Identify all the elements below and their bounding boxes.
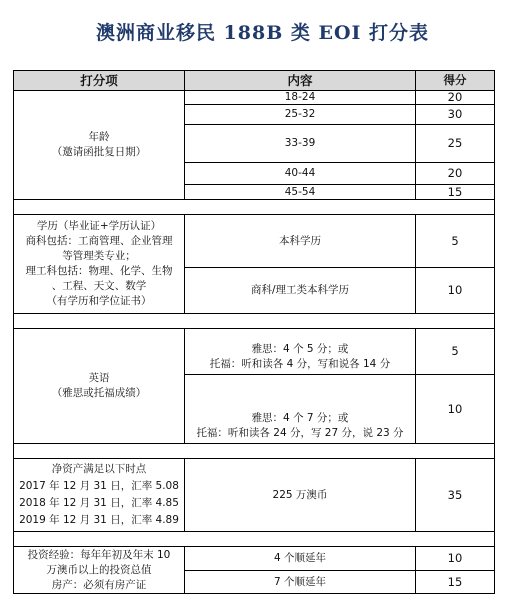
english-label-title: 英语: [88, 372, 110, 384]
age-row-score: 20: [415, 90, 495, 105]
investment-row-score: 15: [415, 570, 495, 594]
age-row-content: 45-54: [184, 184, 416, 200]
header-content: 内容: [184, 70, 416, 91]
age-row-score: 30: [415, 104, 495, 125]
assets-label: [13, 458, 185, 532]
english-row-content: [184, 374, 416, 444]
assets-content: 225 万澳币: [184, 458, 416, 532]
age-row-content: 25-32: [184, 104, 416, 125]
age-row-content: 33-39: [184, 124, 416, 163]
education-label-line: （有学历和学位证书）: [46, 295, 152, 307]
investment-label: [13, 546, 185, 594]
age-label: [13, 90, 185, 200]
education-label-line: 商科包括：工商管理、企业管理: [25, 235, 173, 247]
assets-score: 35: [415, 458, 495, 532]
investment-label-line: 房产：必须有房产证: [51, 578, 147, 591]
investment-row-content: 4 个顺延年: [184, 546, 416, 571]
header-score: 得分: [415, 70, 495, 91]
assets-label-line: 2018 年 12 月 31 日，汇率 4.85: [19, 497, 179, 509]
english-toefl-req: 托福：听和读各 4 分，写和说各 14 分: [209, 358, 391, 370]
english-row-score: 5: [415, 328, 495, 375]
header-item: 打分项: [13, 70, 185, 91]
education-label: [13, 214, 185, 314]
education-row-content: 本科学历: [184, 214, 416, 268]
assets-label-line: 净资产满足以下时点: [51, 463, 147, 475]
spacer-row: [13, 313, 495, 329]
education-label-line: 理工科包括：物理、化学、生物: [25, 265, 173, 277]
investment-row-score: 10: [415, 546, 495, 571]
age-label-note: （邀请函批复日期）: [51, 146, 147, 158]
page-title: 澳洲商业移民 188B 类 EOI 打分表: [95, 22, 430, 44]
age-row-score: 15: [415, 184, 495, 200]
age-row-content: 40-44: [184, 162, 416, 185]
education-row-score: 5: [415, 214, 495, 268]
assets-label-line: 2019 年 12 月 31 日，汇率 4.89: [19, 514, 179, 526]
english-ielts-req: 雅思：4 个 5 分；或: [251, 343, 349, 355]
education-label-line: 、工程、天文、数学: [51, 280, 147, 292]
investment-label-line: 万澳币以上的投资总值: [46, 563, 152, 576]
english-toefl-req: 托福：听和读各 24 分，写 27 分，说 23 分: [196, 427, 404, 439]
age-label-title: 年龄: [88, 131, 110, 143]
age-row-content: 18-24: [184, 90, 416, 105]
english-row-content: [184, 328, 416, 375]
investment-label-line: 投资经验：每年年初及年末 10: [27, 548, 171, 561]
age-row-score: 20: [415, 162, 495, 185]
english-row-score: 10: [415, 374, 495, 444]
spacer-row: [13, 531, 495, 547]
education-row-score: 10: [415, 267, 495, 314]
english-label-note: （雅思或托福成绩）: [51, 387, 147, 399]
age-row-score: 25: [415, 124, 495, 163]
education-label-line: 等管理类专业；: [62, 250, 136, 262]
english-label: [13, 328, 185, 444]
english-ielts-req: 雅思：4 个 7 分；或: [251, 412, 349, 424]
assets-label-line: 2017 年 12 月 31 日，汇率 5.08: [19, 480, 179, 492]
education-row-content: 商科/理工类本科学历: [184, 267, 416, 314]
investment-row-content: 7 个顺延年: [184, 570, 416, 594]
spacer-row: [13, 199, 495, 215]
education-label-line: 学历（毕业证+学历认证）: [36, 220, 162, 232]
spacer-row: [13, 443, 495, 459]
